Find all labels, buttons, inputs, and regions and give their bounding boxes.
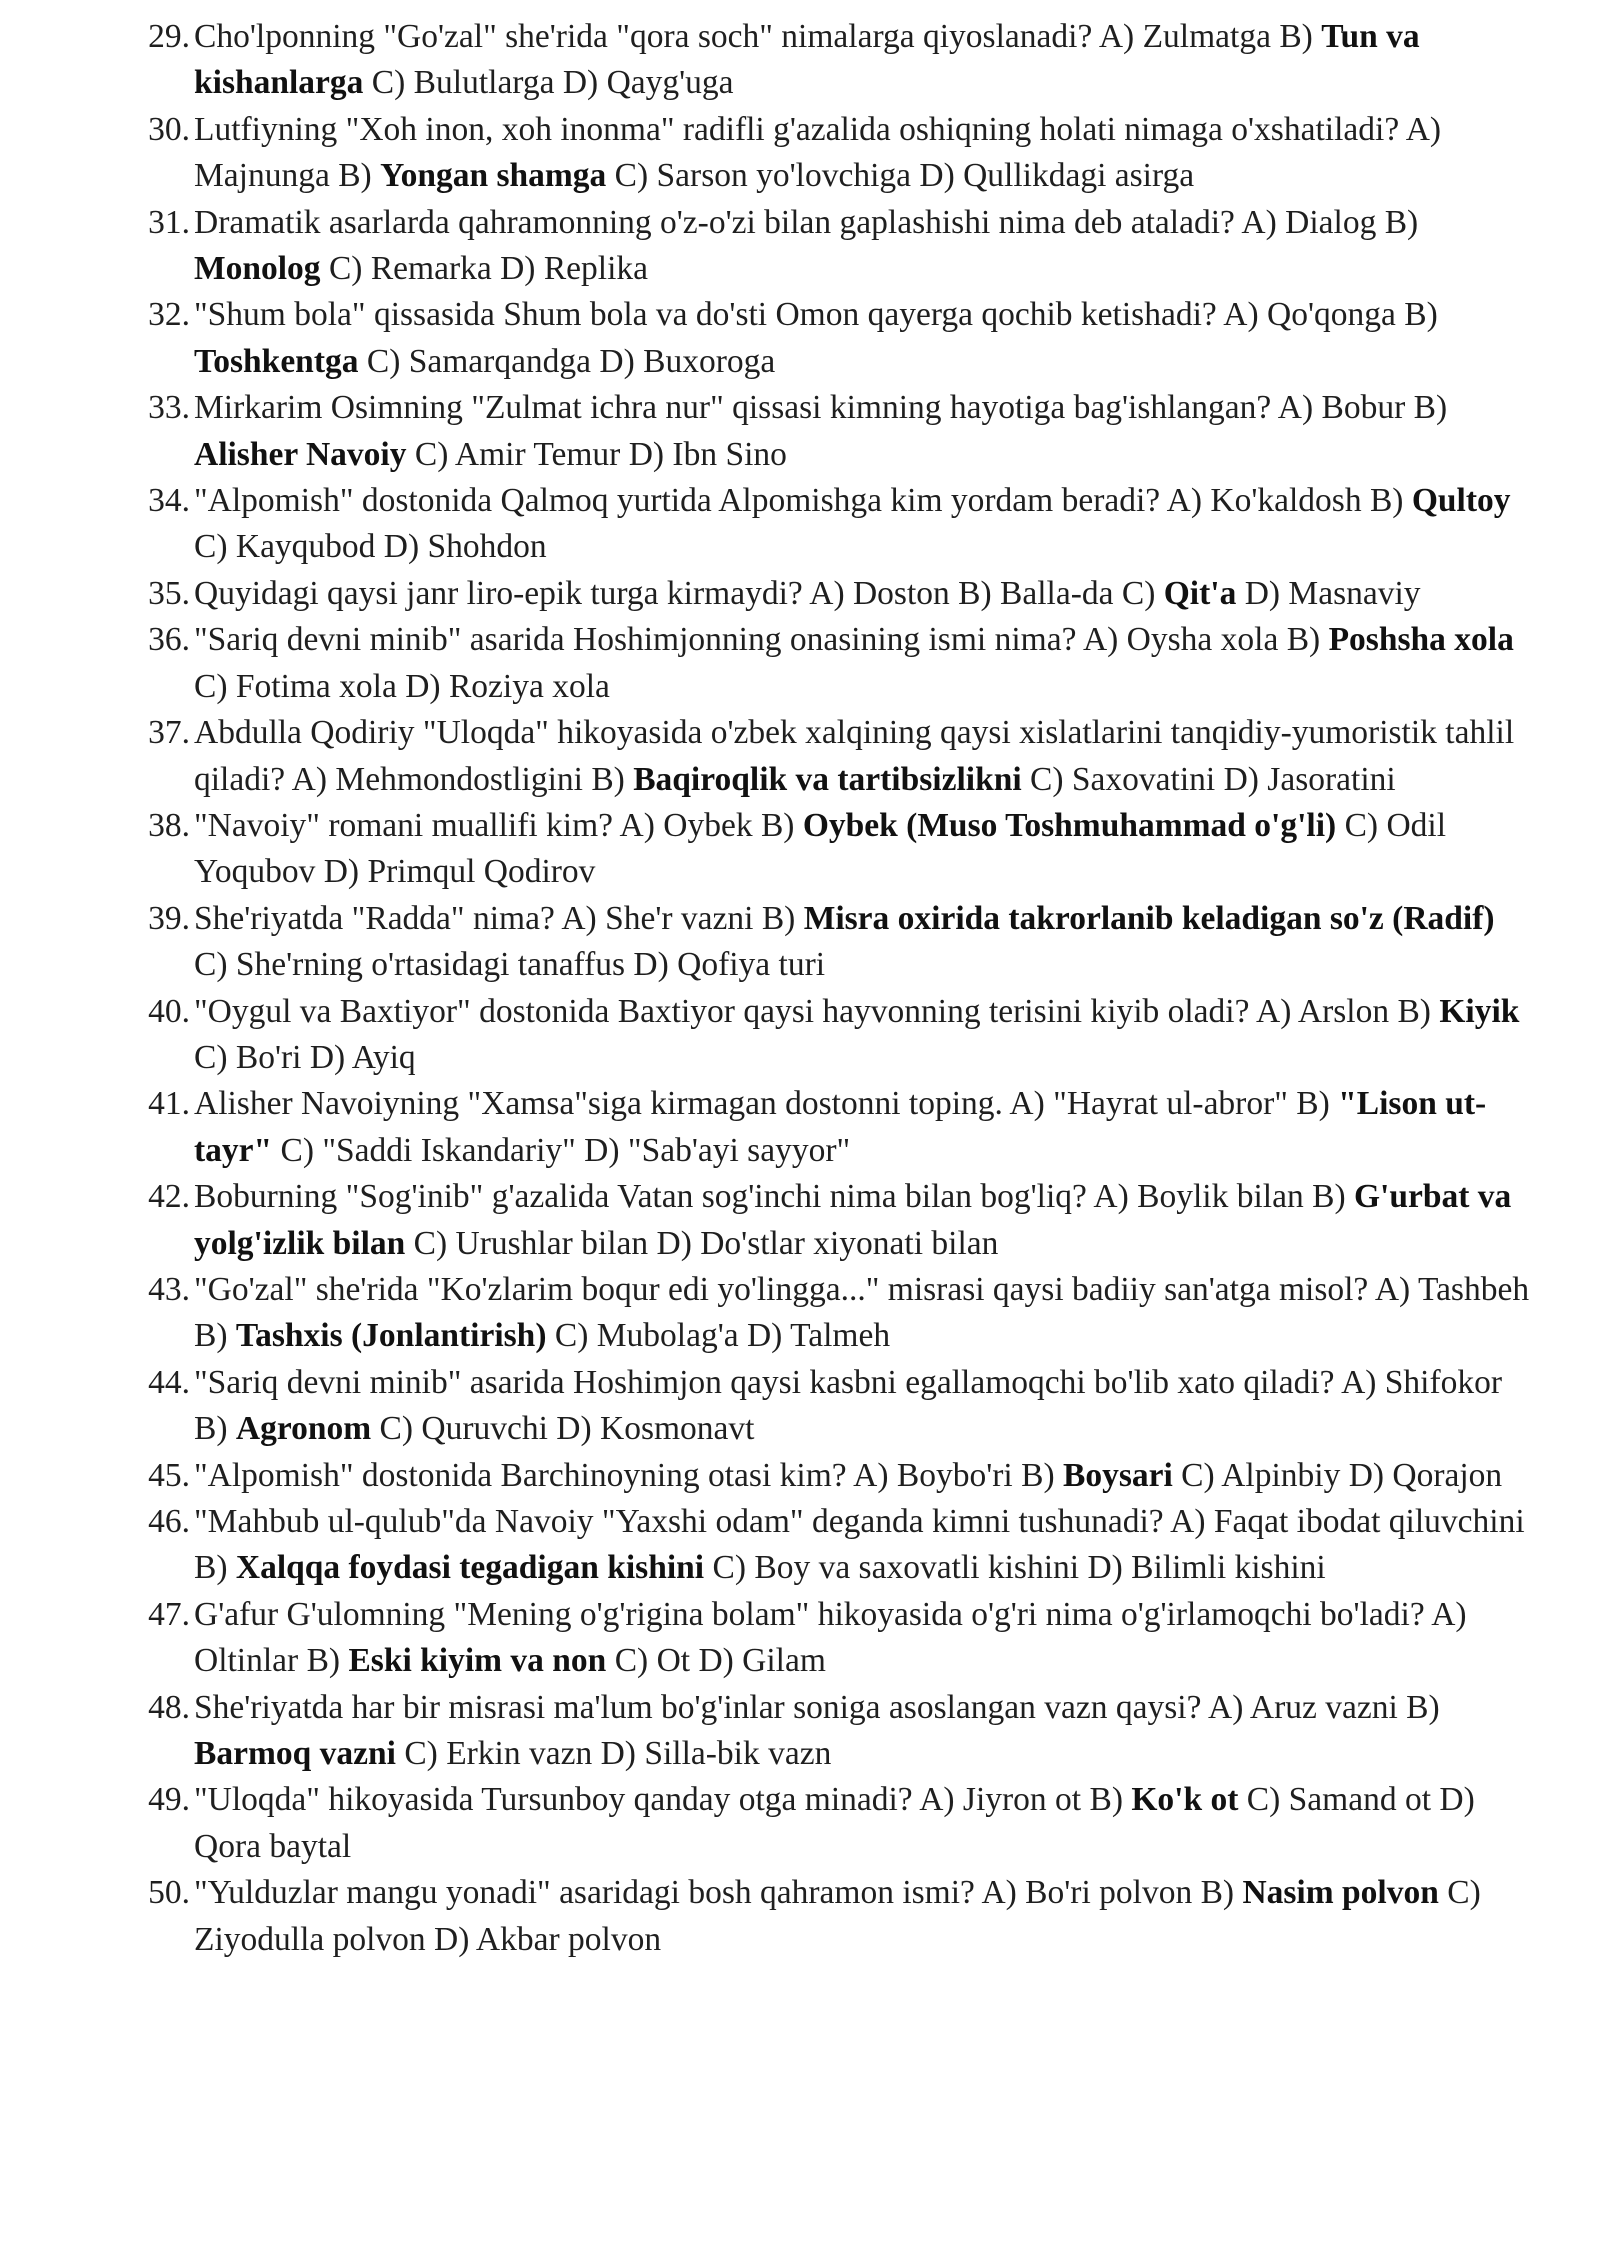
question-item <box>148 1777 1534 1870</box>
question-item <box>148 896 1534 989</box>
question-text <box>194 389 1447 472</box>
question-text <box>194 1503 1525 1586</box>
question-item <box>148 1592 1534 1685</box>
remaining-options: C) Samarqandga D) Buxoroga <box>358 342 776 380</box>
remaining-options: C) Urushlar bilan D) Do'stlar xiyonati bilan <box>405 1224 999 1262</box>
remaining-options: C) Bo'ri D) Ayiq <box>194 1038 416 1076</box>
remaining-options: C) Remarka D) Replika <box>320 250 649 288</box>
question-text <box>194 1457 1502 1494</box>
question-number: 29. <box>148 18 190 55</box>
question-item <box>148 1685 1534 1778</box>
remaining-options: D) Masnaviy <box>1236 574 1421 612</box>
question-item <box>148 571 1534 617</box>
remaining-options: C) Alpinbiy D) Qorajon <box>1172 1456 1503 1494</box>
question-text <box>194 18 1420 101</box>
correct-answer: Eski kiyim va non <box>348 1642 607 1680</box>
question-item <box>148 478 1534 571</box>
correct-answer: Toshkentga <box>194 342 359 380</box>
question-number: 39. <box>148 899 190 937</box>
question-body: "Oygul va Baxtiyor" dostonida Baxtiyor qaysi hayvonning terisini kiyib oladi? A) Arslon B) <box>194 992 1440 1030</box>
question-body: "Go'zal" she'rida "Ko'zlarim boqur edi yo'lingga..." misrasi qaysi badiiy san'atga misol? A) Tashbeh B) <box>194 1270 1530 1355</box>
correct-answer: Boysari <box>1062 1456 1173 1494</box>
correct-answer: Barmoq vazni <box>194 1735 396 1773</box>
question-number: 45. <box>148 1456 190 1494</box>
correct-answer: Tashxis (Jonlantirish) <box>235 1317 547 1355</box>
question-body: "Sariq devni minib" asarida Hoshimjon qaysi kasbni egallamoqchi bo'lib xato qiladi? A) Shifokor B) <box>194 1363 1503 1448</box>
question-number: 44. <box>148 1363 190 1401</box>
question-body: She'riyatda har bir misrasi ma'lum bo'g'inlar soniga asoslangan vazn qaysi? A) Aruz vazni B) <box>194 1688 1440 1726</box>
question-text <box>194 1874 1481 1957</box>
question-number: 50. <box>148 1874 190 1912</box>
correct-answer: Yongan shamga <box>380 157 607 195</box>
question-item <box>148 385 1534 478</box>
question-text <box>194 714 1514 797</box>
question-item <box>148 107 1534 200</box>
question-number: 47. <box>148 1595 190 1633</box>
correct-answer: Nasim polvon <box>1242 1874 1439 1912</box>
question-item <box>148 710 1534 803</box>
question-number: 33. <box>148 389 190 427</box>
question-body: Abdulla Qodiriy "Uloqda" hikoyasida o'zbek xalqining qaysi xislatlarini tanqidiy-yumoristik tahlil qiladi? A) Mehmondostligini B) <box>194 714 1515 798</box>
question-text <box>194 621 1514 704</box>
question-text <box>194 993 1519 1076</box>
question-body: Dramatik asarlarda qahramonning o'z-o'zi bilan gaplashishi nima deb ataladi? A) Dialog B) <box>194 203 1419 241</box>
question-text <box>194 1085 1486 1168</box>
remaining-options: C) Sarson yo'lovchiga D) Qullikdagi asirga <box>606 157 1195 195</box>
remaining-options: C) Ziyodulla polvon D) Akbar polvon <box>194 1874 1481 1958</box>
question-list <box>0 14 1600 1963</box>
question-body: G'afur G'ulomning "Mening o'g'rigina bolam" hikoyasida o'g'ri nima o'g'irlamoqchi bo'ladi? A) Oltinlar B) <box>194 1595 1467 1680</box>
question-item <box>148 14 1534 107</box>
question-number: 34. <box>148 482 190 520</box>
question-item <box>148 1267 1534 1360</box>
remaining-options: C) Bulutlarga D) Qayg'uga <box>363 64 734 102</box>
question-text <box>194 296 1438 379</box>
question-number: 48. <box>148 1688 190 1726</box>
question-body: Mirkarim Osimning "Zulmat ichra nur" qissasi kimning hayotiga bag'ishlangan? A) Bobur B) <box>194 389 1448 427</box>
question-number: 46. <box>148 1503 190 1540</box>
question-number: 31. <box>148 203 190 241</box>
question-item <box>148 1870 1534 1963</box>
correct-answer: Kiyik <box>1439 992 1520 1030</box>
question-number: 35. <box>148 574 190 612</box>
remaining-options: C) Boy va saxovatli kishini D) Bilimli kishini <box>704 1549 1326 1587</box>
question-item <box>148 1174 1534 1267</box>
question-body: Quyidagi qaysi janr liro-epik turga kirmaydi? A) Doston B) Balla-da C) <box>194 574 1164 612</box>
question-text <box>194 1781 1475 1864</box>
question-body: "Mahbub ul-qulub"da Navoiy "Yaxshi odam" deganda kimni tushunadi? A) Faqat ibodat qiluvchini B) <box>194 1503 1525 1587</box>
correct-answer: G'urbat va yolg'izlik bilan <box>194 1178 1512 1262</box>
question-number: 36. <box>148 621 190 659</box>
question-body: Lutfiyning "Xoh inon, xoh inonma" radifli g'azalida oshiqning holati nimaga o'xshatiladi? A) Majnunga B) <box>194 110 1442 195</box>
question-text <box>194 1364 1502 1447</box>
question-text <box>194 575 1421 612</box>
remaining-options: C) Amir Temur D) Ibn Sino <box>406 435 787 473</box>
question-number: 41. <box>148 1085 190 1123</box>
correct-answer: Monolog <box>194 250 321 288</box>
question-body: "Navoiy" romani muallifi kim? A) Oybek B) <box>194 806 803 844</box>
question-number: 32. <box>148 296 190 334</box>
remaining-options: C) Kayqubod D) Shohdon <box>194 528 547 566</box>
remaining-options: C) Ot D) Gilam <box>606 1642 826 1680</box>
question-item <box>148 617 1534 710</box>
remaining-options: C) Odil Yoqubov D) Primqul Qodirov <box>194 806 1446 891</box>
question-number: 40. <box>148 992 190 1030</box>
question-item <box>148 1453 1534 1499</box>
question-item <box>148 1499 1534 1592</box>
question-text <box>194 1689 1440 1772</box>
remaining-options: C) "Saddi Iskandariy" D) "Sab'ayi sayyor" <box>272 1131 851 1169</box>
question-text <box>194 1271 1529 1354</box>
question-body: "Alpomish" dostonida Barchinoyning otasi kim? A) Boybo'ri B) <box>194 1456 1063 1494</box>
question-body: Boburning "Sog'inib" g'azalida Vatan sog'inchi nima bilan bog'liq? A) Boylik bilan B) <box>194 1178 1354 1216</box>
question-number: 38. <box>148 806 190 844</box>
correct-answer: Baqiroqlik va tartibsizlikni <box>633 760 1022 798</box>
question-body: "Alpomish" dostonida Qalmoq yurtida Alpomishga kim yordam beradi? A) Ko'kaldosh B) <box>194 482 1412 520</box>
correct-answer: Xalqqa foydasi tegadigan kishini <box>235 1549 705 1587</box>
correct-answer: "Lison ut-tayr" <box>194 1085 1487 1169</box>
question-text <box>194 482 1511 565</box>
question-item <box>148 803 1534 896</box>
question-body: Alisher Navoiyning "Xamsa"siga kirmagan dostonni toping. A) "Hayrat ul-abror" B) <box>194 1085 1339 1123</box>
question-body: "Shum bola" qissasida Shum bola va do'sti Omon qayerga qochib ketishadi? A) Qo'qonga B) <box>194 296 1438 334</box>
question-number: 43. <box>148 1270 190 1308</box>
remaining-options: C) She'rning o'rtasidagi tanaffus D) Qofiya turi <box>194 946 826 984</box>
question-body: She'riyatda "Radda" nima? A) She'r vazni B) <box>194 899 804 937</box>
question-number: 37. <box>148 714 190 752</box>
correct-answer: Tun va kishanlarga <box>194 18 1420 102</box>
correct-answer: Agronom <box>235 1410 372 1448</box>
question-number: 42. <box>148 1178 190 1216</box>
question-body: "Yulduzlar mangu yonadi" asaridagi bosh qahramon ismi? A) Bo'ri polvon B) <box>194 1874 1243 1912</box>
question-item <box>148 1360 1534 1453</box>
question-item <box>148 200 1534 293</box>
correct-answer: Oybek (Muso Toshmuhammad o'g'li) <box>802 806 1337 844</box>
question-body: "Sariq devni minib" asarida Hoshimjonning onasining ismi nima? A) Oysha xola B) <box>194 621 1329 659</box>
question-text <box>194 111 1441 194</box>
remaining-options: C) Erkin vazn D) Silla-bik vazn <box>395 1735 832 1773</box>
question-number: 49. <box>148 1781 190 1819</box>
remaining-options: C) Samand ot D) Qora baytal <box>194 1781 1475 1865</box>
question-body: Cho'lponning "Go'zal" she'rida "qora soch" nimalarga qiyoslanadi? A) Zulmatga B) <box>194 18 1322 55</box>
correct-answer: Qit'a <box>1163 574 1237 612</box>
remaining-options: C) Fotima xola D) Roziya xola <box>194 667 610 705</box>
question-body: "Uloqda" hikoyasida Tursunboy qanday otga minadi? A) Jiyron ot B) <box>194 1781 1132 1819</box>
question-item <box>148 1081 1534 1174</box>
question-text <box>194 204 1418 287</box>
question-number: 30. <box>148 110 190 148</box>
question-text <box>194 900 1495 983</box>
question-item <box>148 989 1534 1082</box>
correct-answer: Poshsha xola <box>1328 621 1514 659</box>
remaining-options: C) Saxovatini D) Jasoratini <box>1021 760 1396 798</box>
correct-answer: Alisher Navoiy <box>194 435 407 473</box>
question-text <box>194 807 1446 890</box>
correct-answer: Qultoy <box>1411 482 1511 520</box>
correct-answer: Misra oxirida takrorlanib keladigan so'z (Radif) <box>803 899 1495 937</box>
remaining-options: C) Quruvchi D) Kosmonavt <box>371 1410 755 1448</box>
question-item <box>148 292 1534 385</box>
remaining-options: C) Mubolag'a D) Talmeh <box>546 1317 891 1355</box>
question-text <box>194 1178 1511 1261</box>
correct-answer: Ko'k ot <box>1131 1781 1239 1819</box>
question-text <box>194 1596 1467 1679</box>
